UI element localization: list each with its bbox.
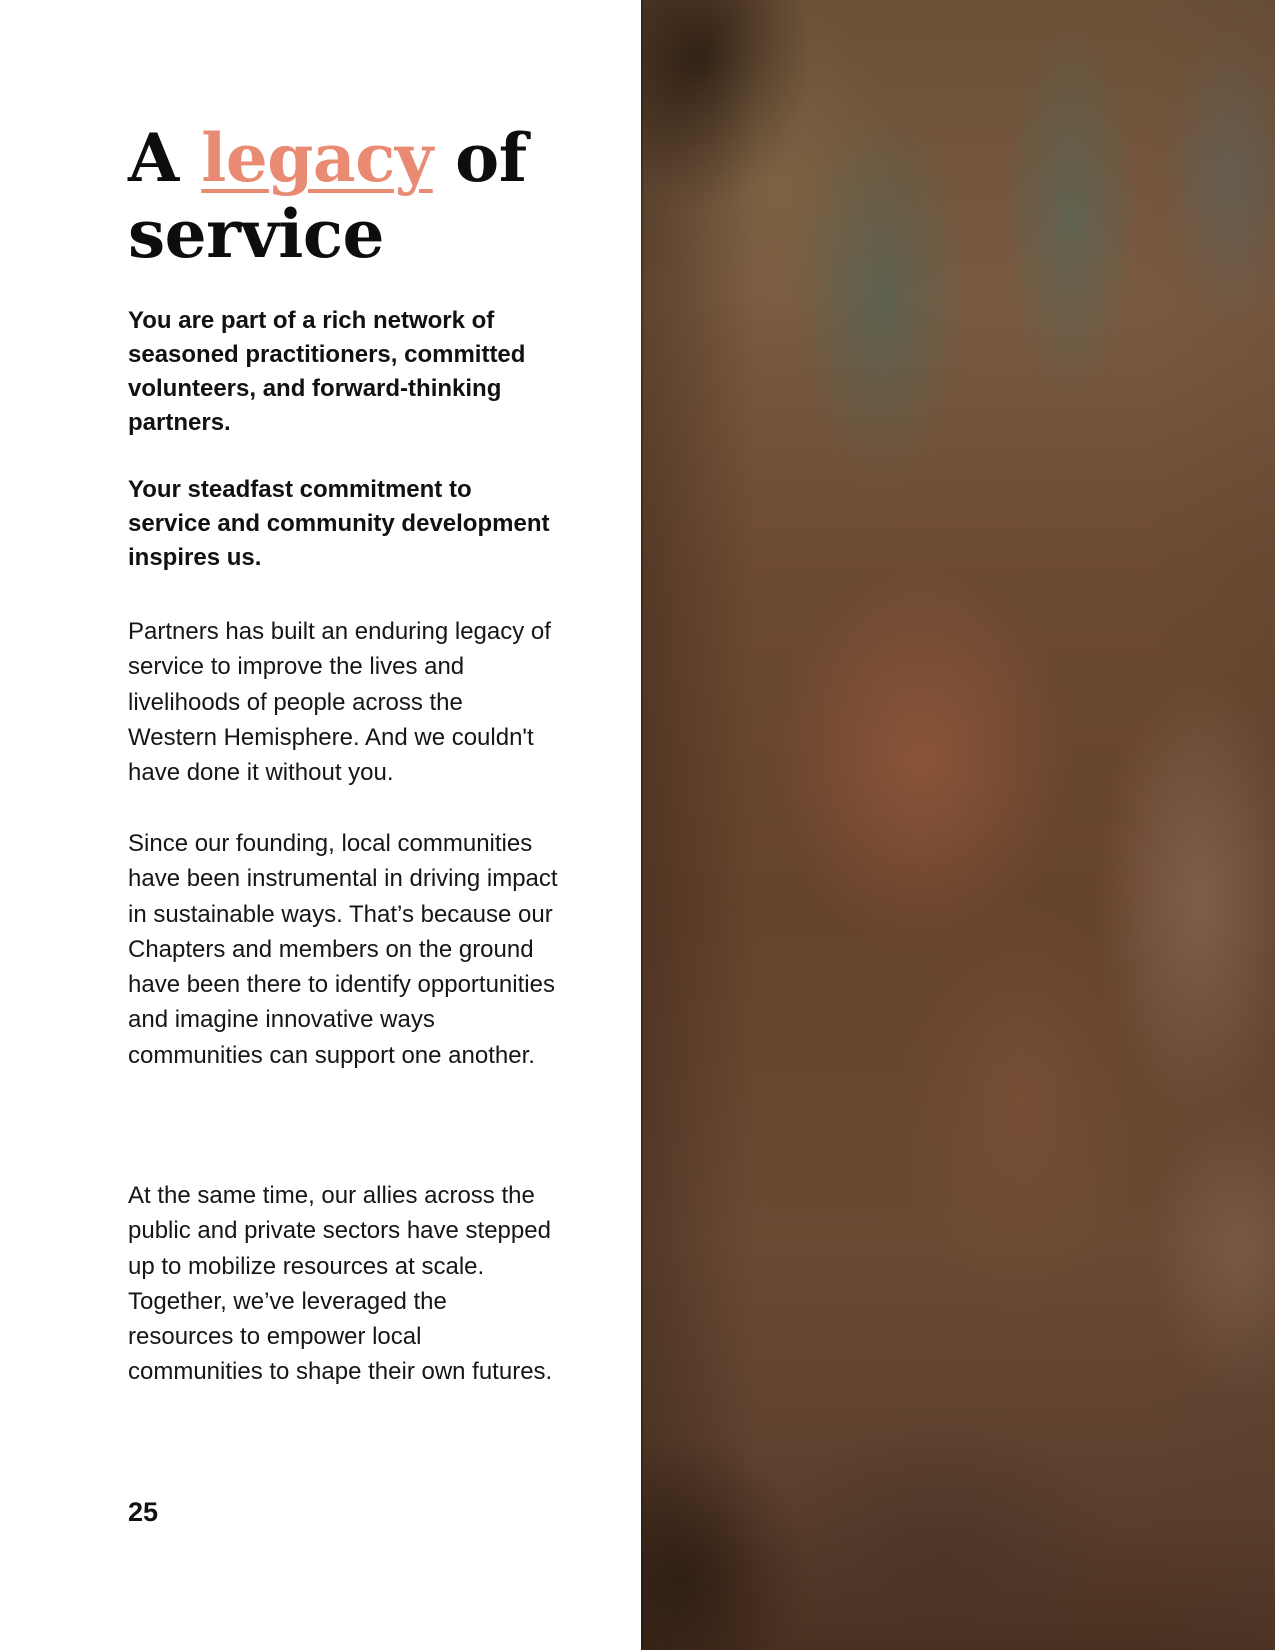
body-paragraph-founding: Since our founding, local communities have been instrumental in driving impact in sustainable ways. That’s because our Chapters and members on the ground have been there to identify opportunities and imagine innovative ways communities can support one another. [128,830,558,1069]
page-title [128,120,608,272]
lead-paragraph-network: You are part of a rich network of seasoned practitioners, committed volunteers, and forward-thinking partners. [128,307,526,436]
title-prefix: A [128,119,202,197]
photo-edge-divider [641,0,643,1650]
body-paragraph-allies: At the same time, our allies across the public and private sectors have stepped up to mobilize resources at scale. Together, we’ve leveraged the resources to empower local communities to shape their own futures. [128,1182,553,1386]
page-number: 25 [128,1497,159,1527]
photo-vignette [641,0,1275,1650]
title-highlight-word: legacy [201,119,433,197]
lead-paragraph-commitment: Your steadfast commitment to service and community development inspires us. [128,476,550,571]
title-suffix: of service [128,119,527,273]
blurred-photo [641,0,1275,1650]
body-paragraph-legacy: Partners has built an enduring legacy of service to improve the lives and livelihoods of people across the Western Hemisphere. And we couldn't have done it without you. [128,618,551,787]
